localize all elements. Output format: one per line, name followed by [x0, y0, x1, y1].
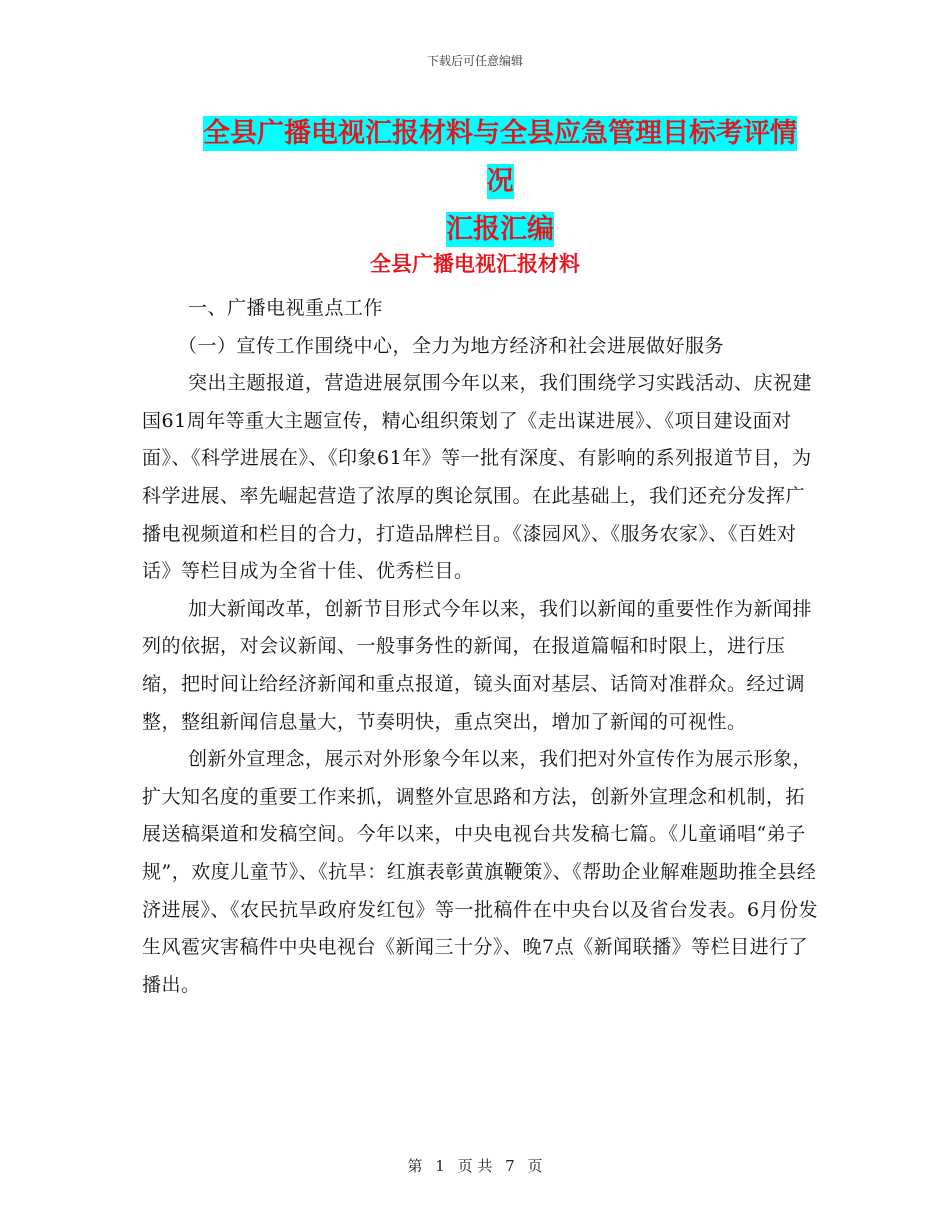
page-footer — [0, 1155, 950, 1176]
title-line-1: 全县广播电视汇报材料与全县应急管理目标考评情况 — [203, 118, 797, 197]
footer-suffix: 页 — [527, 1157, 543, 1175]
paragraph-2: 加大新闻改革，创新节目形式今年以来，我们以新闻的重要性作为新闻排列的依据，对会议新闻、一般事务性的新闻，在报道篇幅和时限上，进行压缩，把时间让给经济新闻和重点报道，镜头面对基层、话筒对准群众。经过调整，整组新闻信息量大，节奏明快，重点突出，增加了新闻的可视性。 — [142, 597, 813, 733]
heading-level-1: 一、广播电视重点工作 — [188, 297, 384, 319]
footer-prefix: 第 — [407, 1157, 423, 1175]
section-title: 全县广播电视汇报材料 — [370, 252, 580, 276]
footer-middle: 页 共 — [457, 1157, 493, 1175]
document-title — [190, 110, 810, 254]
page-total: 7 — [505, 1157, 515, 1175]
document-body — [142, 290, 822, 1004]
title-line-2: 汇报汇编 — [446, 214, 554, 245]
heading-level-2: （一）宣传工作围绕中心，全力为地方经济和社会进展做好服务 — [178, 334, 725, 357]
header-note: 下载后可任意编辑 — [426, 54, 523, 68]
page-number: 1 — [435, 1157, 445, 1175]
paragraph-1: 突出主题报道，营造进展氛围今年以来，我们围绕学习实践活动、庆祝建国61周年等重大主题宣传，精心组织策划了《走出谋进展》、《项目建设面对面》、《科学进展在》、《印象61年》等一批有深度、有影响的系列报道节目，为科学进展、率先崛起营造了浓厚的舆论氛围。在此基础上，我们还充分发挥广播电视频道和栏目的合力，打造品牌栏目。《漆园风》、《服务农家》、《百姓对话》等栏目成为全省十佳、优秀栏目。 — [142, 372, 813, 583]
paragraph-3: 创新外宣理念，展示对外形象今年以来，我们把对外宣传作为展示形象，扩大知名度的重要工作来抓，调整外宣思路和方法，创新外宣理念和机制，拓展送稿渠道和发稿空间。今年以来，中央电视台共发稿七篇。《儿童诵唱“弟子规”，欢度儿童节》、《抗旱：红旗表彰黄旗鞭策》、《帮助企业解难题助推全县经济进展》、《农民抗旱政府发红包》等一批稿件在中央台以及省台发表。6月份发生风雹灾害稿件中央电视台《新闻三十分》、晚7点《新闻联播》等栏目进行了播出。 — [142, 748, 819, 996]
